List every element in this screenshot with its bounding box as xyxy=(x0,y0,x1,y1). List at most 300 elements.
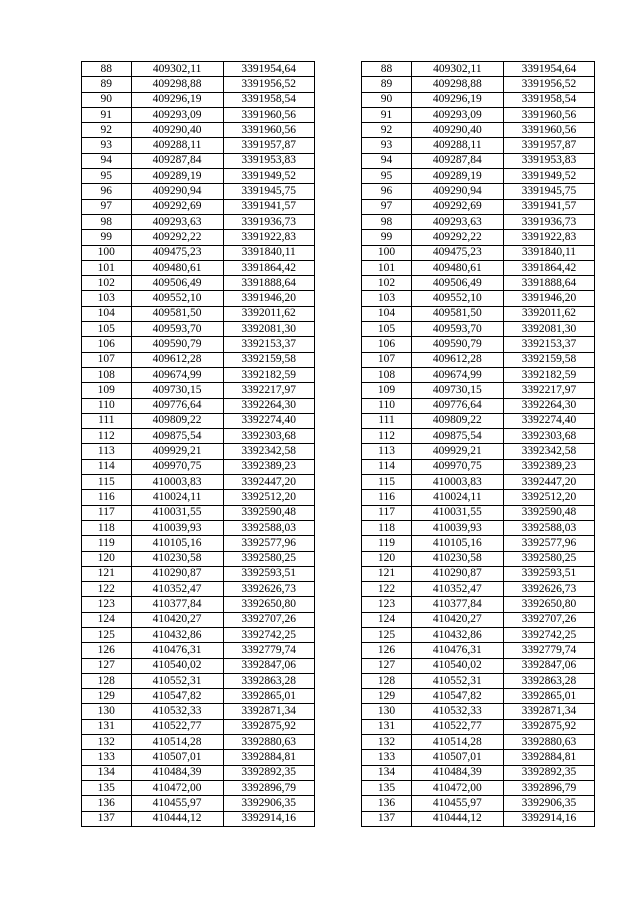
point-number-cell: 103 xyxy=(82,291,132,306)
y-coordinate-cell: 3392303,68 xyxy=(503,429,594,444)
y-coordinate-cell: 3392580,25 xyxy=(223,551,314,566)
point-number-cell: 136 xyxy=(362,796,412,811)
y-coordinate-cell: 3391956,52 xyxy=(503,77,594,92)
point-number-cell: 118 xyxy=(362,520,412,535)
y-coordinate-cell: 3392914,16 xyxy=(223,811,314,826)
column-spacer xyxy=(314,398,362,413)
point-number-cell: 95 xyxy=(362,169,412,184)
y-coordinate-cell: 3392880,63 xyxy=(223,735,314,750)
point-number-cell: 103 xyxy=(362,291,412,306)
x-coordinate-cell: 409552,10 xyxy=(131,291,223,306)
point-number-cell: 104 xyxy=(82,306,132,321)
x-coordinate-cell: 409480,61 xyxy=(131,260,223,275)
y-coordinate-cell: 3392863,28 xyxy=(223,673,314,688)
column-spacer xyxy=(314,597,362,612)
y-coordinate-cell: 3392447,20 xyxy=(223,475,314,490)
x-coordinate-cell: 409298,88 xyxy=(131,77,223,92)
table-row xyxy=(82,260,595,275)
column-spacer xyxy=(314,719,362,734)
point-number-cell: 133 xyxy=(82,750,132,765)
table-row xyxy=(82,413,595,428)
point-number-cell: 135 xyxy=(362,780,412,795)
column-spacer xyxy=(314,689,362,704)
x-coordinate-cell: 410420,27 xyxy=(131,612,223,627)
x-coordinate-cell: 410540,02 xyxy=(411,658,503,673)
y-coordinate-cell: 3392892,35 xyxy=(503,765,594,780)
point-number-cell: 93 xyxy=(362,138,412,153)
y-coordinate-cell: 3392153,37 xyxy=(503,337,594,352)
x-coordinate-cell: 409293,63 xyxy=(131,214,223,229)
column-spacer xyxy=(314,673,362,688)
x-coordinate-cell: 409970,75 xyxy=(411,459,503,474)
point-number-cell: 105 xyxy=(362,322,412,337)
table-row xyxy=(82,199,595,214)
x-coordinate-cell: 409475,23 xyxy=(131,245,223,260)
table-row xyxy=(82,627,595,642)
y-coordinate-cell: 3392081,30 xyxy=(503,322,594,337)
point-number-cell: 127 xyxy=(82,658,132,673)
column-spacer xyxy=(314,199,362,214)
x-coordinate-cell: 409674,99 xyxy=(411,367,503,382)
point-number-cell: 134 xyxy=(362,765,412,780)
y-coordinate-cell: 3392707,26 xyxy=(503,612,594,627)
point-number-cell: 120 xyxy=(82,551,132,566)
y-coordinate-cell: 3392880,63 xyxy=(503,735,594,750)
column-spacer xyxy=(314,505,362,520)
x-coordinate-cell: 410507,01 xyxy=(131,750,223,765)
table-row xyxy=(82,107,595,122)
x-coordinate-cell: 410444,12 xyxy=(131,811,223,826)
point-number-cell: 102 xyxy=(82,276,132,291)
x-coordinate-cell: 410552,31 xyxy=(131,673,223,688)
table-row xyxy=(82,184,595,199)
x-coordinate-cell: 410003,83 xyxy=(131,475,223,490)
table-row xyxy=(82,520,595,535)
x-coordinate-cell: 409581,50 xyxy=(411,306,503,321)
table-row xyxy=(82,322,595,337)
x-coordinate-cell: 410024,11 xyxy=(411,490,503,505)
x-coordinate-cell: 409875,54 xyxy=(411,429,503,444)
point-number-cell: 106 xyxy=(82,337,132,352)
y-coordinate-cell: 3392847,06 xyxy=(503,658,594,673)
point-number-cell: 115 xyxy=(82,475,132,490)
x-coordinate-cell: 410352,47 xyxy=(131,582,223,597)
x-coordinate-cell: 410522,77 xyxy=(411,719,503,734)
y-coordinate-cell: 3391888,64 xyxy=(223,276,314,291)
point-number-cell: 92 xyxy=(82,123,132,138)
point-number-cell: 107 xyxy=(82,352,132,367)
column-spacer xyxy=(314,260,362,275)
y-coordinate-cell: 3391864,42 xyxy=(503,260,594,275)
y-coordinate-cell: 3392875,92 xyxy=(503,719,594,734)
x-coordinate-cell: 410420,27 xyxy=(411,612,503,627)
point-number-cell: 106 xyxy=(362,337,412,352)
table-row xyxy=(82,673,595,688)
table-row xyxy=(82,367,595,382)
y-coordinate-cell: 3392906,35 xyxy=(503,796,594,811)
point-number-cell: 108 xyxy=(82,367,132,382)
y-coordinate-cell: 3392512,20 xyxy=(223,490,314,505)
point-number-cell: 114 xyxy=(362,459,412,474)
point-number-cell: 113 xyxy=(82,444,132,459)
x-coordinate-cell: 409296,19 xyxy=(411,92,503,107)
column-spacer xyxy=(314,444,362,459)
column-spacer xyxy=(314,138,362,153)
x-coordinate-cell: 409293,09 xyxy=(411,107,503,122)
point-number-cell: 123 xyxy=(362,597,412,612)
x-coordinate-cell: 410290,87 xyxy=(411,566,503,581)
point-number-cell: 89 xyxy=(362,77,412,92)
column-spacer xyxy=(314,230,362,245)
y-coordinate-cell: 3391945,75 xyxy=(503,184,594,199)
point-number-cell: 100 xyxy=(362,245,412,260)
y-coordinate-cell: 3392011,62 xyxy=(223,306,314,321)
x-coordinate-cell: 410352,47 xyxy=(411,582,503,597)
y-coordinate-cell: 3392742,25 xyxy=(503,627,594,642)
point-number-cell: 113 xyxy=(362,444,412,459)
column-spacer xyxy=(314,627,362,642)
x-coordinate-cell: 409287,84 xyxy=(131,153,223,168)
x-coordinate-cell: 410003,83 xyxy=(411,475,503,490)
column-spacer xyxy=(314,582,362,597)
y-coordinate-cell: 3391953,83 xyxy=(503,153,594,168)
point-number-cell: 101 xyxy=(82,260,132,275)
point-number-cell: 111 xyxy=(82,413,132,428)
x-coordinate-cell: 409298,88 xyxy=(411,77,503,92)
y-coordinate-cell: 3391958,54 xyxy=(503,92,594,107)
x-coordinate-cell: 410455,97 xyxy=(131,796,223,811)
y-coordinate-cell: 3392896,79 xyxy=(223,780,314,795)
y-coordinate-cell: 3392081,30 xyxy=(223,322,314,337)
y-coordinate-cell: 3391957,87 xyxy=(503,138,594,153)
y-coordinate-cell: 3392871,34 xyxy=(503,704,594,719)
x-coordinate-cell: 410105,16 xyxy=(411,536,503,551)
x-coordinate-cell: 410039,93 xyxy=(131,520,223,535)
point-number-cell: 88 xyxy=(362,62,412,77)
table-row xyxy=(82,276,595,291)
point-number-cell: 96 xyxy=(362,184,412,199)
table-row xyxy=(82,153,595,168)
point-number-cell: 119 xyxy=(362,536,412,551)
y-coordinate-cell: 3392389,23 xyxy=(503,459,594,474)
y-coordinate-cell: 3392650,80 xyxy=(503,597,594,612)
x-coordinate-cell: 409296,19 xyxy=(131,92,223,107)
point-number-cell: 96 xyxy=(82,184,132,199)
x-coordinate-cell: 409293,63 xyxy=(411,214,503,229)
table-row xyxy=(82,475,595,490)
column-spacer xyxy=(314,811,362,826)
column-spacer xyxy=(314,322,362,337)
y-coordinate-cell: 3392217,97 xyxy=(223,383,314,398)
x-coordinate-cell: 409290,40 xyxy=(131,123,223,138)
column-spacer xyxy=(314,123,362,138)
x-coordinate-cell: 410540,02 xyxy=(131,658,223,673)
y-coordinate-cell: 3392914,16 xyxy=(503,811,594,826)
x-coordinate-cell: 410476,31 xyxy=(411,643,503,658)
x-coordinate-cell: 409302,11 xyxy=(131,62,223,77)
y-coordinate-cell: 3391922,83 xyxy=(223,230,314,245)
column-spacer xyxy=(314,306,362,321)
point-number-cell: 126 xyxy=(82,643,132,658)
y-coordinate-cell: 3391840,11 xyxy=(223,245,314,260)
x-coordinate-cell: 410377,84 xyxy=(131,597,223,612)
y-coordinate-cell: 3391922,83 xyxy=(503,230,594,245)
table-row xyxy=(82,214,595,229)
x-coordinate-cell: 409612,28 xyxy=(411,352,503,367)
y-coordinate-cell: 3392588,03 xyxy=(503,520,594,535)
point-number-cell: 94 xyxy=(362,153,412,168)
x-coordinate-cell: 409809,22 xyxy=(411,413,503,428)
point-number-cell: 95 xyxy=(82,169,132,184)
table-row xyxy=(82,429,595,444)
x-coordinate-cell: 409290,40 xyxy=(411,123,503,138)
point-number-cell: 105 xyxy=(82,322,132,337)
x-coordinate-cell: 409970,75 xyxy=(131,459,223,474)
x-coordinate-cell: 410547,82 xyxy=(411,689,503,704)
y-coordinate-cell: 3391960,56 xyxy=(223,107,314,122)
point-number-cell: 123 xyxy=(82,597,132,612)
table-row xyxy=(82,62,595,77)
y-coordinate-cell: 3392512,20 xyxy=(503,490,594,505)
table-row xyxy=(82,337,595,352)
table-row xyxy=(82,444,595,459)
point-number-cell: 104 xyxy=(362,306,412,321)
table-row xyxy=(82,765,595,780)
point-number-cell: 129 xyxy=(362,689,412,704)
x-coordinate-cell: 410514,28 xyxy=(411,735,503,750)
y-coordinate-cell: 3391941,57 xyxy=(223,199,314,214)
point-number-cell: 121 xyxy=(82,566,132,581)
x-coordinate-cell: 410377,84 xyxy=(411,597,503,612)
column-spacer xyxy=(314,92,362,107)
point-number-cell: 98 xyxy=(82,214,132,229)
point-number-cell: 135 xyxy=(82,780,132,795)
x-coordinate-cell: 410230,58 xyxy=(411,551,503,566)
point-number-cell: 133 xyxy=(362,750,412,765)
x-coordinate-cell: 410031,55 xyxy=(131,505,223,520)
x-coordinate-cell: 409292,22 xyxy=(131,230,223,245)
point-number-cell: 99 xyxy=(82,230,132,245)
y-coordinate-cell: 3392779,74 xyxy=(503,643,594,658)
x-coordinate-cell: 410547,82 xyxy=(131,689,223,704)
point-number-cell: 130 xyxy=(362,704,412,719)
column-spacer xyxy=(314,658,362,673)
y-coordinate-cell: 3392742,25 xyxy=(223,627,314,642)
table-row xyxy=(82,398,595,413)
table-row xyxy=(82,658,595,673)
y-coordinate-cell: 3392217,97 xyxy=(503,383,594,398)
x-coordinate-cell: 410476,31 xyxy=(131,643,223,658)
y-coordinate-cell: 3391949,52 xyxy=(503,169,594,184)
y-coordinate-cell: 3392274,40 xyxy=(223,413,314,428)
y-coordinate-cell: 3391945,75 xyxy=(223,184,314,199)
table-row xyxy=(82,551,595,566)
table-row xyxy=(82,750,595,765)
point-number-cell: 119 xyxy=(82,536,132,551)
x-coordinate-cell: 410484,39 xyxy=(411,765,503,780)
x-coordinate-cell: 409506,49 xyxy=(131,276,223,291)
x-coordinate-cell: 410472,00 xyxy=(411,780,503,795)
x-coordinate-cell: 409302,11 xyxy=(411,62,503,77)
x-coordinate-cell: 409289,19 xyxy=(131,169,223,184)
y-coordinate-cell: 3391888,64 xyxy=(503,276,594,291)
x-coordinate-cell: 410552,31 xyxy=(411,673,503,688)
point-number-cell: 91 xyxy=(82,107,132,122)
point-number-cell: 128 xyxy=(82,673,132,688)
point-number-cell: 93 xyxy=(82,138,132,153)
point-number-cell: 94 xyxy=(82,153,132,168)
y-coordinate-cell: 3391954,64 xyxy=(503,62,594,77)
point-number-cell: 90 xyxy=(82,92,132,107)
point-number-cell: 101 xyxy=(362,260,412,275)
point-number-cell: 127 xyxy=(362,658,412,673)
x-coordinate-cell: 409506,49 xyxy=(411,276,503,291)
table-row xyxy=(82,796,595,811)
x-coordinate-cell: 409929,21 xyxy=(411,444,503,459)
y-coordinate-cell: 3392863,28 xyxy=(503,673,594,688)
y-coordinate-cell: 3392847,06 xyxy=(223,658,314,673)
x-coordinate-cell: 409288,11 xyxy=(131,138,223,153)
x-coordinate-cell: 410532,33 xyxy=(411,704,503,719)
coordinates-table xyxy=(81,61,595,827)
table-row xyxy=(82,245,595,260)
x-coordinate-cell: 410432,86 xyxy=(131,627,223,642)
y-coordinate-cell: 3391956,52 xyxy=(223,77,314,92)
table-row xyxy=(82,490,595,505)
point-number-cell: 98 xyxy=(362,214,412,229)
y-coordinate-cell: 3391953,83 xyxy=(223,153,314,168)
table-row xyxy=(82,138,595,153)
table-row xyxy=(82,505,595,520)
point-number-cell: 89 xyxy=(82,77,132,92)
y-coordinate-cell: 3392865,01 xyxy=(223,689,314,704)
column-spacer xyxy=(314,750,362,765)
point-number-cell: 99 xyxy=(362,230,412,245)
x-coordinate-cell: 409612,28 xyxy=(131,352,223,367)
y-coordinate-cell: 3392884,81 xyxy=(223,750,314,765)
table-row xyxy=(82,704,595,719)
point-number-cell: 114 xyxy=(82,459,132,474)
point-number-cell: 108 xyxy=(362,367,412,382)
x-coordinate-cell: 409480,61 xyxy=(411,260,503,275)
table-row xyxy=(82,735,595,750)
point-number-cell: 109 xyxy=(362,383,412,398)
column-spacer xyxy=(314,780,362,795)
x-coordinate-cell: 409292,69 xyxy=(131,199,223,214)
column-spacer xyxy=(314,735,362,750)
x-coordinate-cell: 410522,77 xyxy=(131,719,223,734)
column-spacer xyxy=(314,169,362,184)
column-spacer xyxy=(314,490,362,505)
column-spacer xyxy=(314,643,362,658)
x-coordinate-cell: 410484,39 xyxy=(131,765,223,780)
x-coordinate-cell: 410105,16 xyxy=(131,536,223,551)
table-row xyxy=(82,169,595,184)
point-number-cell: 116 xyxy=(82,490,132,505)
column-spacer xyxy=(314,612,362,627)
point-number-cell: 131 xyxy=(362,719,412,734)
point-number-cell: 111 xyxy=(362,413,412,428)
y-coordinate-cell: 3391946,20 xyxy=(503,291,594,306)
column-spacer xyxy=(314,536,362,551)
x-coordinate-cell: 409290,94 xyxy=(131,184,223,199)
column-spacer xyxy=(314,704,362,719)
x-coordinate-cell: 410472,00 xyxy=(131,780,223,795)
x-coordinate-cell: 409730,15 xyxy=(411,383,503,398)
x-coordinate-cell: 409809,22 xyxy=(131,413,223,428)
table-row xyxy=(82,383,595,398)
y-coordinate-cell: 3392264,30 xyxy=(223,398,314,413)
y-coordinate-cell: 3392274,40 xyxy=(503,413,594,428)
y-coordinate-cell: 3392577,96 xyxy=(503,536,594,551)
x-coordinate-cell: 409581,50 xyxy=(131,306,223,321)
column-spacer xyxy=(314,62,362,77)
point-number-cell: 102 xyxy=(362,276,412,291)
point-number-cell: 115 xyxy=(362,475,412,490)
point-number-cell: 117 xyxy=(82,505,132,520)
y-coordinate-cell: 3392264,30 xyxy=(503,398,594,413)
table-row xyxy=(82,123,595,138)
column-spacer xyxy=(314,413,362,428)
table-row xyxy=(82,612,595,627)
x-coordinate-cell: 410031,55 xyxy=(411,505,503,520)
point-number-cell: 121 xyxy=(362,566,412,581)
y-coordinate-cell: 3391864,42 xyxy=(223,260,314,275)
y-coordinate-cell: 3392580,25 xyxy=(503,551,594,566)
x-coordinate-cell: 409293,09 xyxy=(131,107,223,122)
y-coordinate-cell: 3392593,51 xyxy=(223,566,314,581)
y-coordinate-cell: 3391957,87 xyxy=(223,138,314,153)
point-number-cell: 109 xyxy=(82,383,132,398)
y-coordinate-cell: 3392590,48 xyxy=(503,505,594,520)
point-number-cell: 130 xyxy=(82,704,132,719)
x-coordinate-cell: 409292,22 xyxy=(411,230,503,245)
point-number-cell: 128 xyxy=(362,673,412,688)
y-coordinate-cell: 3391949,52 xyxy=(223,169,314,184)
point-number-cell: 97 xyxy=(362,199,412,214)
point-number-cell: 125 xyxy=(362,627,412,642)
table-row xyxy=(82,811,595,826)
y-coordinate-cell: 3392626,73 xyxy=(223,582,314,597)
x-coordinate-cell: 410455,97 xyxy=(411,796,503,811)
point-number-cell: 134 xyxy=(82,765,132,780)
y-coordinate-cell: 3392650,80 xyxy=(223,597,314,612)
point-number-cell: 131 xyxy=(82,719,132,734)
point-number-cell: 107 xyxy=(362,352,412,367)
y-coordinate-cell: 3391960,56 xyxy=(503,107,594,122)
y-coordinate-cell: 3391960,56 xyxy=(223,123,314,138)
y-coordinate-cell: 3391960,56 xyxy=(503,123,594,138)
point-number-cell: 132 xyxy=(362,735,412,750)
table-row xyxy=(82,291,595,306)
x-coordinate-cell: 409475,23 xyxy=(411,245,503,260)
y-coordinate-cell: 3392896,79 xyxy=(503,780,594,795)
table-row xyxy=(82,77,595,92)
y-coordinate-cell: 3392159,58 xyxy=(223,352,314,367)
y-coordinate-cell: 3392593,51 xyxy=(503,566,594,581)
table-row xyxy=(82,597,595,612)
point-number-cell: 97 xyxy=(82,199,132,214)
y-coordinate-cell: 3392871,34 xyxy=(223,704,314,719)
table-row xyxy=(82,352,595,367)
y-coordinate-cell: 3392159,58 xyxy=(503,352,594,367)
point-number-cell: 126 xyxy=(362,643,412,658)
x-coordinate-cell: 409929,21 xyxy=(131,444,223,459)
y-coordinate-cell: 3392182,59 xyxy=(223,367,314,382)
point-number-cell: 129 xyxy=(82,689,132,704)
table-row xyxy=(82,230,595,245)
table-row xyxy=(82,689,595,704)
